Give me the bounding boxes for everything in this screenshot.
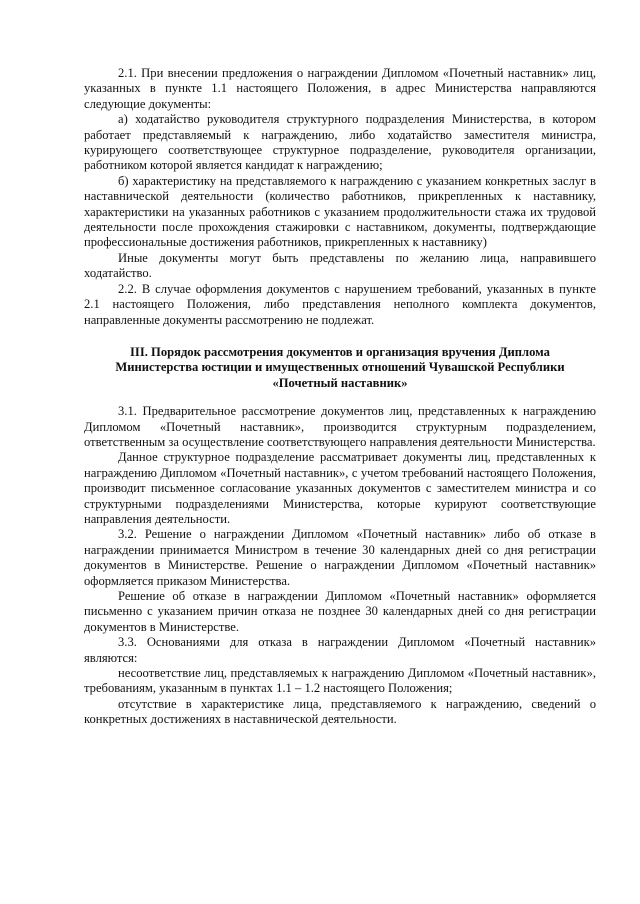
section-heading-line-3: «Почетный наставник» [272, 375, 408, 390]
paragraph-3-3-ground-2: отсутствие в характеристике лица, представляемого к награждению, сведений о конкретных достижениях в наставнической деятельности. [84, 696, 596, 727]
paragraph-3-1: 3.1. Предварительное рассмотрение документов лиц, представленных к награждению Дипломом «Почетный наставник», производится структурным подразделением, ответственным за осуществление соответствующего направления деятельности Министерства. [84, 404, 596, 449]
section-heading-line-2: Министерства юстиции и имущественных отношений Чувашской Республики [115, 360, 565, 375]
spacer [84, 391, 596, 404]
paragraph-2-1-a: а) ходатайство руководителя структурного подразделения Министерства, в котором работает представляемый к награждению, либо ходатайство заместителя министра, курирующего соответствующее структурное подразделение, руководителя организации, работником которой является кандидат к награждению; [84, 112, 596, 173]
paragraph-2-1-b: б) характеристику на представляемого к награждению с указанием конкретных заслуг в наставнической деятельности (количество работников, прикрепленных к наставнику, характеристики на указанных работников с указанием продолжительности стажа их трудовой деятельности после прохождения стажировки с наставником, документы, подтверждающие профессиональные достижения работников, прикрепленных к наставнику) [84, 173, 596, 250]
paragraph-3-2-refusal: Решение об отказе в награждении Дипломом «Почетный наставник» оформляется письменно с указанием причин отказа не позднее 30 календарных дней со дня регистрации документов в Министерстве. [84, 589, 596, 634]
paragraph-3-2: 3.2. Решение о награждении Дипломом «Почетный наставник» либо об отказе в награждении принимается Министром в течение 30 календарных дней со дня регистрации документов в Министерстве. Решение о награждении Дипломом «Почетный наставник» оформляется приказом Министерства. [84, 527, 596, 588]
spacer [84, 328, 596, 345]
paragraph-other-documents: Иные документы могут быть представлены по желанию лица, направившего ходатайство. [84, 250, 596, 281]
paragraph-3-3: 3.3. Основаниями для отказа в награждении Дипломом «Почетный наставник» являются: [84, 635, 596, 665]
paragraph-3-1-subdivision: Данное структурное подразделение рассматривает документы лиц, представленных к награждению Дипломом «Почетный наставник», с учетом требований настоящего Положения, производит письменное согласование указанных документов с заместителем министра и со структурными подразделениями Министерства, которые курируют соответствующие направления деятельности. [84, 450, 596, 526]
paragraph-2-2: 2.2. В случае оформления документов с нарушением требований, указанных в пункте 2.1 настоящего Положения, либо представления неполного комплекта документов, направленные документы рассмотрению не подлежат. [84, 281, 596, 327]
section-heading [84, 345, 596, 391]
paragraph-2-1: 2.1. При внесении предложения о награждении Дипломом «Почетный наставник» лиц, указанных в пункте 1.1 настоящего Положения, в адрес Министерства направляются следующие документы: [84, 66, 596, 111]
paragraph-3-3-ground-1: несоответствие лиц, представляемых к награждению Дипломом «Почетный наставник», требованиям, указанным в пунктах 1.1 – 1.2 настоящего Положения; [84, 666, 596, 696]
section-heading-line-1: III. Порядок рассмотрения документов и организация вручения Диплома [130, 344, 550, 359]
